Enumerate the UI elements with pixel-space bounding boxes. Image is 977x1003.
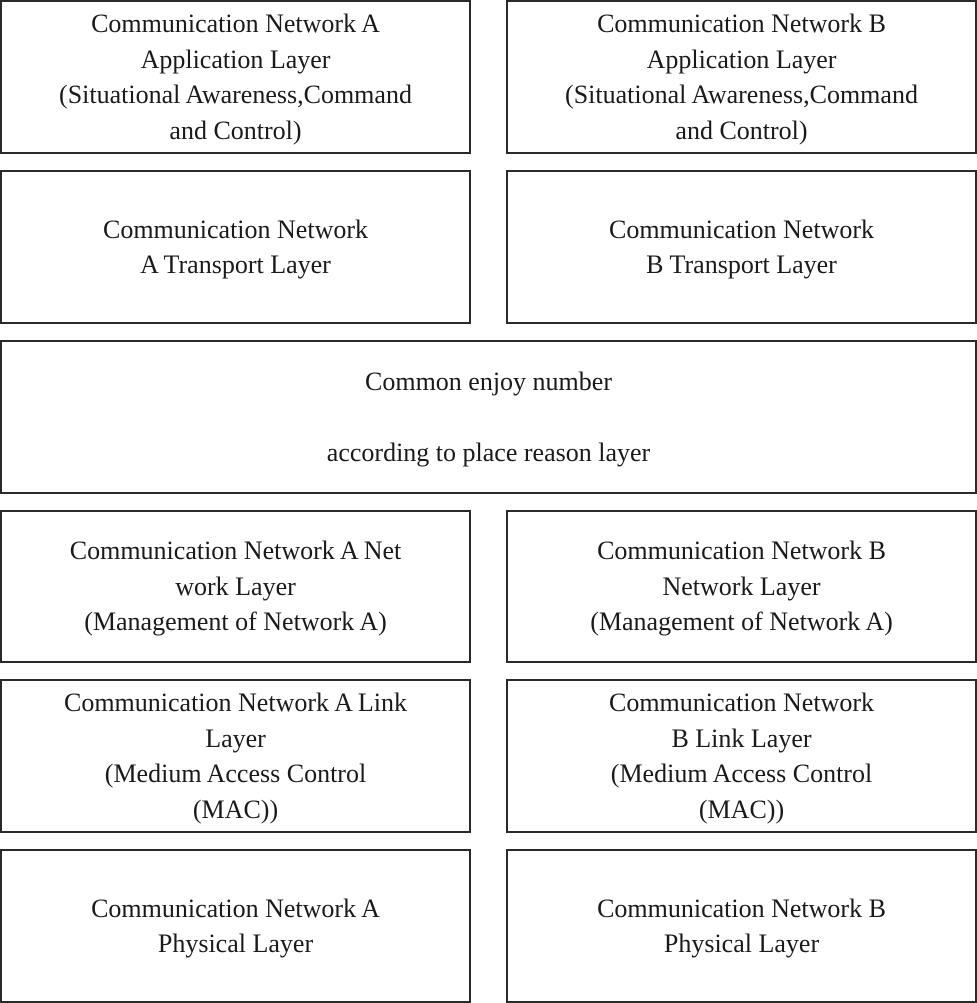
- box-text-line: and Control): [169, 115, 302, 145]
- box-text-line: Common enjoy number: [365, 367, 612, 396]
- common-shared-layer-box: [0, 340, 977, 494]
- network-a-network-layer-box: [0, 510, 471, 663]
- box-text-line: (Situational Awareness,Command: [59, 80, 412, 109]
- box-text-line: Layer: [205, 723, 266, 753]
- box-text-line: Physical Layer: [157, 929, 314, 958]
- box-text-line: and Control): [675, 115, 808, 145]
- box-text-line: (Situational Awareness,Command: [565, 80, 918, 109]
- box-text-line: according to place reason layer: [326, 437, 651, 467]
- box-text-line: Communication Network B: [597, 9, 886, 38]
- box-text-line: Communication Network: [608, 688, 874, 717]
- box-text-line: Communication Network A Net: [69, 536, 402, 566]
- network-b-link-layer-box: [506, 679, 977, 833]
- box-text-line: (Medium Access Control: [104, 759, 367, 788]
- box-text-line: Communication Network B: [597, 893, 886, 923]
- box-text-line: Communication Network A: [91, 893, 380, 923]
- box-text-line: (MAC)): [698, 794, 785, 824]
- box-text-line: Application Layer: [140, 44, 331, 74]
- box-text-line: work Layer: [175, 571, 296, 601]
- box-text-line: Communication Network: [608, 214, 874, 244]
- box-text-line: Network Layer: [662, 571, 821, 601]
- box-text-line: B Transport Layer: [646, 250, 837, 279]
- box-text-line: Communication Network B: [597, 536, 886, 566]
- box-text-line: Communication Network A: [91, 9, 380, 38]
- box-text-line: B Link Layer: [671, 723, 812, 753]
- box-text-line: Communication Network: [102, 214, 368, 244]
- box-text-line: Physical Layer: [663, 929, 820, 958]
- network-a-physical-layer-box: [0, 849, 471, 1003]
- box-text-line: (Medium Access Control: [610, 759, 873, 788]
- network-a-link-layer-box: [0, 679, 471, 833]
- network-b-transport-layer-box: [506, 170, 977, 324]
- box-text-line: Communication Network A Link: [63, 688, 408, 717]
- network-a-application-layer-box: [0, 0, 471, 154]
- network-b-application-layer-box: [506, 0, 977, 154]
- box-text-line: (Management of Network A): [590, 607, 893, 637]
- box-text-line: A Transport Layer: [140, 250, 331, 279]
- network-a-transport-layer-box: [0, 170, 471, 324]
- network-b-network-layer-box: [506, 510, 977, 663]
- box-text-line: (Management of Network A): [84, 607, 387, 637]
- box-text-line: (MAC)): [192, 794, 279, 824]
- network-b-physical-layer-box: [506, 849, 977, 1003]
- box-text-line: Application Layer: [646, 44, 837, 74]
